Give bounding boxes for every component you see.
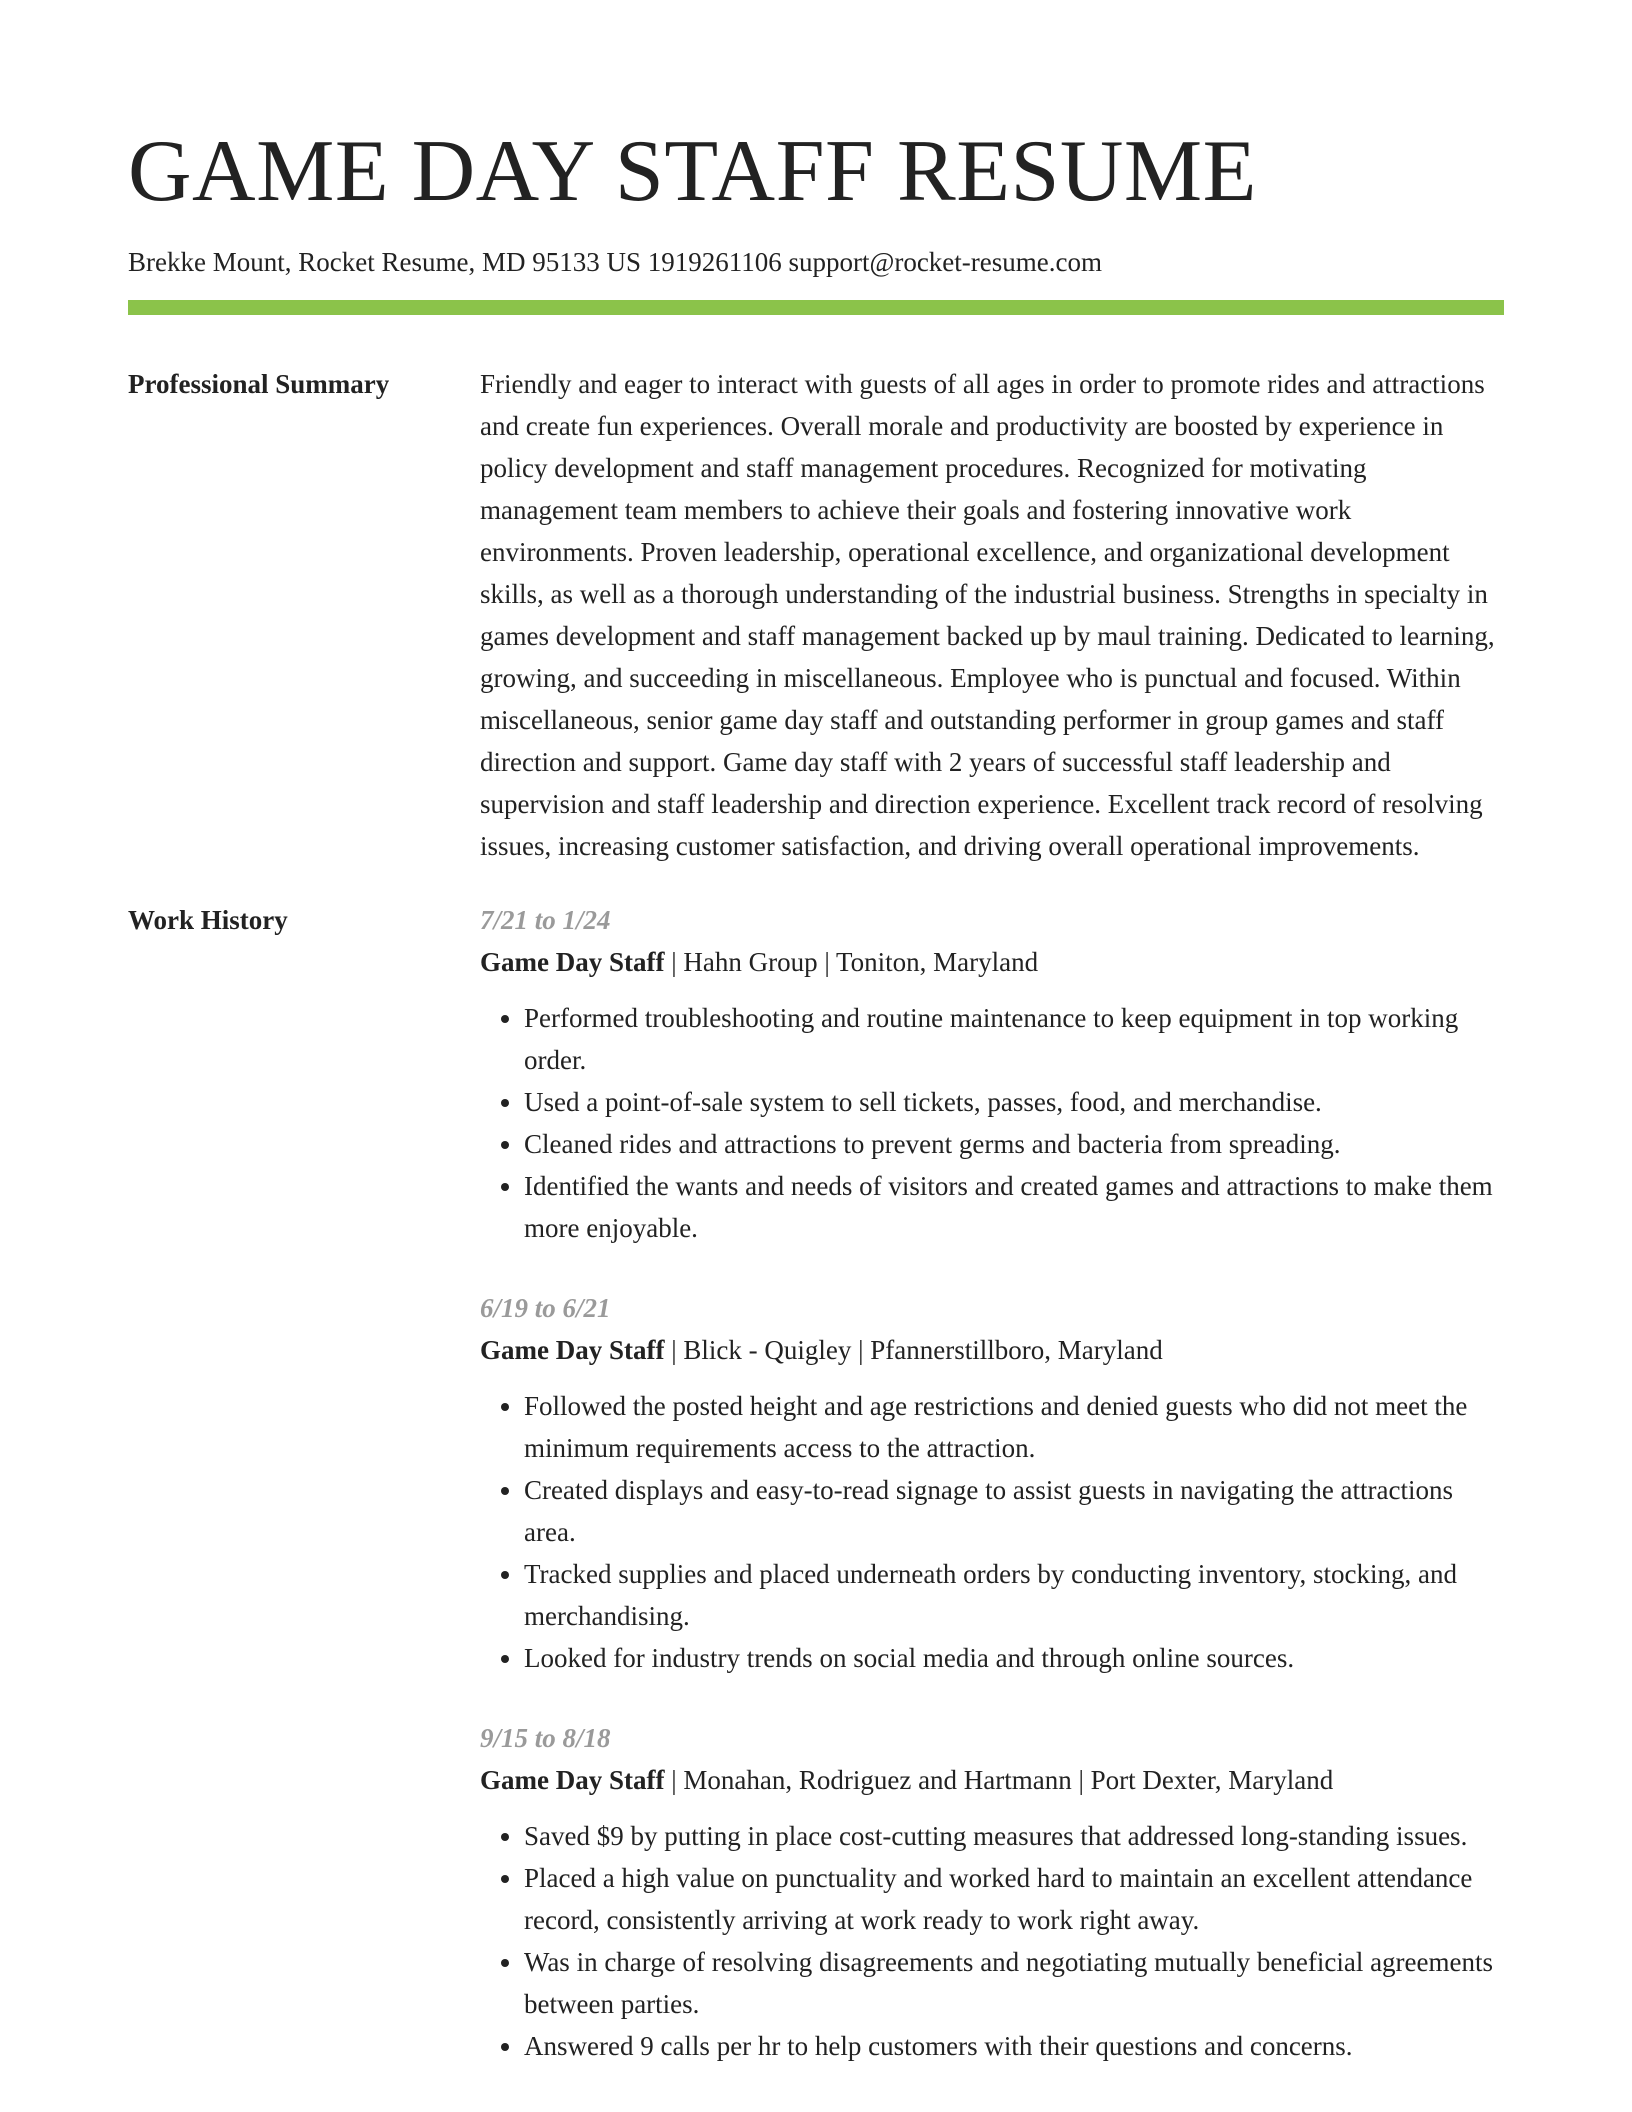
job-employer-location: | Hahn Group | Toniton, Maryland [664, 947, 1039, 977]
contact-info: Brekke Mount, Rocket Resume, MD 95133 US 1919261106 support@rocket-resume.com [128, 247, 1102, 277]
job-bullets [480, 1815, 1504, 2067]
job-bullet: • Identified the wants and needs of visitors and created games and attractions to make them more enjoyable. [524, 1165, 1504, 1249]
job-employer-location: | Monahan, Rodriguez and Hartmann | Port Dexter, Maryland [664, 1765, 1334, 1795]
job-title: Game Day Staff [480, 1765, 665, 1795]
job-bullet: • Created displays and easy-to-read signage to assist guests in navigating the attractions area. [524, 1469, 1504, 1553]
header-divider [128, 300, 1504, 315]
professional-summary-section [128, 363, 1504, 867]
job-heading [480, 941, 1504, 983]
job-bullet: • Was in charge of resolving disagreements and negotiating mutually beneficial agreements between parties. [524, 1941, 1504, 2025]
job-bullets [480, 997, 1504, 1249]
summary-body [480, 363, 1504, 867]
job-bullet: • Cleaned rides and attractions to prevent germs and bacteria from spreading. [524, 1123, 1504, 1165]
job-title: Game Day Staff [480, 1335, 665, 1365]
job-bullet: • Tracked supplies and placed underneath orders by conducting inventory, stocking, and merchandising. [524, 1553, 1504, 1637]
section-label-work-history: Work History [128, 905, 288, 935]
job-bullet: • Followed the posted height and age restrictions and denied guests who did not meet the minimum requirements access to the attraction. [524, 1385, 1504, 1469]
resume-page [128, 0, 1504, 2105]
job-dates: 7/21 to 1/24 [480, 905, 611, 935]
job-dates: 6/19 to 6/21 [480, 1293, 611, 1323]
summary-text: Friendly and eager to interact with guests of all ages in order to promote rides and attractions and create fun experiences. Overall morale and productivity are boosted by experience in policy development and staff management procedures. Recognized for motivating management team members to achieve their goals and fostering innovative work environments. Proven leadership, operational excellence, and organizational development skills, as well as a thorough understanding of the industrial business. Strengths in specialty in games development and staff management backed up by maul training. Dedicated to learning, growing, and succeeding in miscellaneous. Employee who is punctual and focused. Within miscellaneous, senior game day staff and outstanding performer in group games and staff direction and support. Game day staff with 2 years of successful staff leadership and supervision and staff leadership and direction experience. Excellent track record of resolving issues, increasing customer satisfaction, and driving overall operational improvements. [480, 369, 1495, 861]
job-bullet: • Saved $9 by putting in place cost-cutting measures that addressed long-standing issues. [524, 1815, 1504, 1857]
job-title: Game Day Staff [480, 947, 665, 977]
work-history-section [128, 899, 1504, 2105]
job-bullets [480, 1385, 1504, 1679]
job-dates: 9/15 to 8/18 [480, 1723, 611, 1753]
job-heading [480, 1329, 1504, 1371]
work-history-body [480, 899, 1504, 2105]
job-bullet: • Looked for industry trends on social media and through online sources. [524, 1637, 1504, 1679]
job-entry [480, 1287, 1504, 1679]
job-entry [480, 1717, 1504, 2067]
job-bullet: • Used a point-of-sale system to sell tickets, passes, food, and merchandise. [524, 1081, 1504, 1123]
job-employer-location: | Blick - Quigley | Pfannerstillboro, Maryland [664, 1335, 1163, 1365]
resume-title: GAME DAY STAFF RESUME [128, 123, 1257, 220]
job-heading [480, 1759, 1504, 1801]
section-label-professional-summary: Professional Summary [128, 369, 390, 399]
job-bullet: • Placed a high value on punctuality and worked hard to maintain an excellent attendance record, consistently arriving at work ready to work right away. [524, 1857, 1504, 1941]
job-entry [480, 899, 1504, 1249]
job-bullet: • Answered 9 calls per hr to help customers with their questions and concerns. [524, 2025, 1504, 2067]
job-bullet: • Performed troubleshooting and routine maintenance to keep equipment in top working order. [524, 997, 1504, 1081]
